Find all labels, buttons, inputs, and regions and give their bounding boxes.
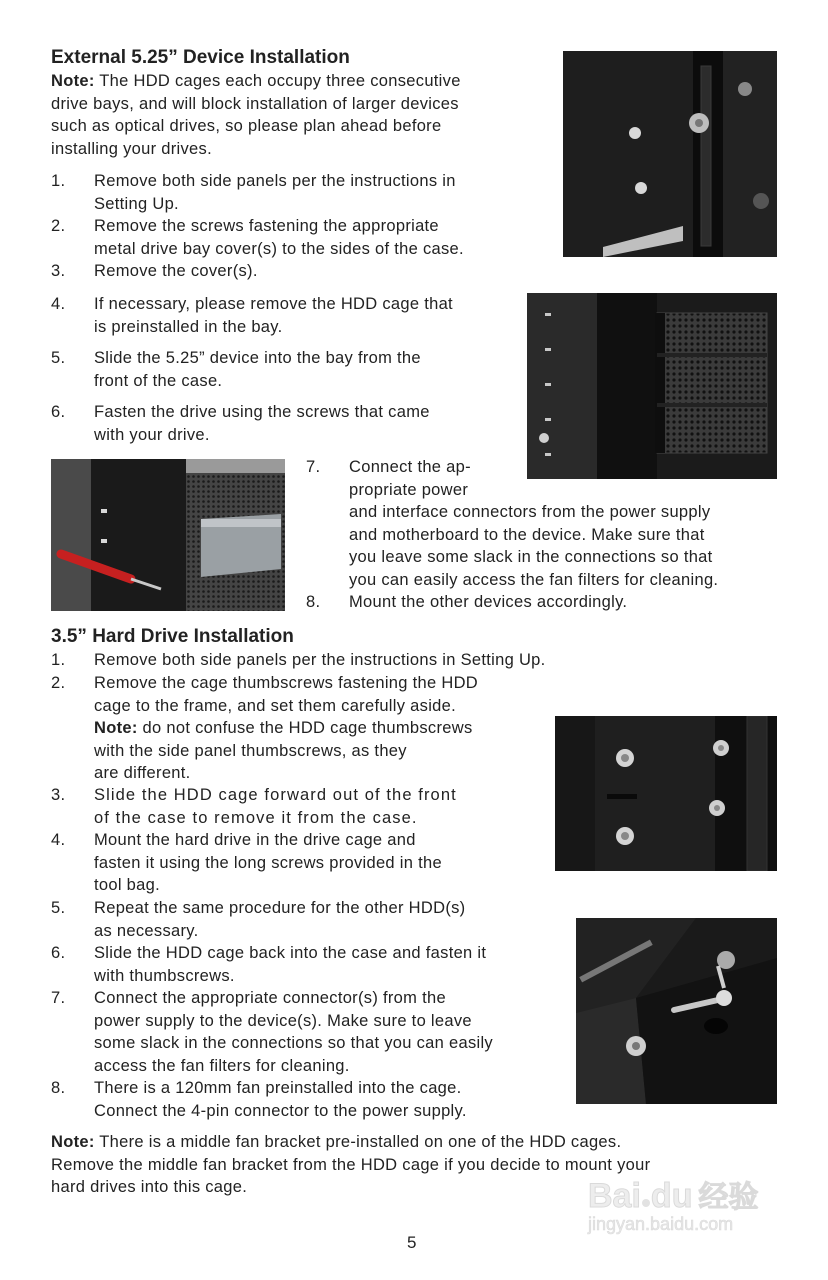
step-text [94,293,453,338]
note-line: such as optical drives, so please plan ahead before [51,117,442,135]
step-line: tool bag. [94,876,161,894]
step-text [94,649,546,672]
note-paragraph [51,70,531,160]
step-line: metal drive bay cover(s) to the sides of the case. [94,239,464,258]
step-number: 5. [51,899,66,917]
step-number: 7. [306,458,321,476]
photo-illustration [527,293,777,479]
step-line: as necessary. [94,921,199,940]
step-line: with thumbscrews. [94,966,235,985]
step-number: 8. [306,593,321,611]
step-line: There is a 120mm fan preinstalled into the cage. [94,1079,462,1097]
step-number: 7. [51,989,66,1007]
watermark-logo [588,1172,788,1216]
step-line: you leave some slack in the connections so that [349,548,713,566]
hdd-cage-photo [527,293,777,479]
step-line: some slack in the connections so that you can easily [94,1034,493,1052]
step-line: Fasten the drive using the screws that came [94,403,430,421]
inner-note-line: with the side panel thumbscrews, as they [94,741,407,760]
step-line: Slide the HDD cage back into the case and fasten it [94,944,487,962]
step-text [94,260,258,283]
step-line: Connect the appropriate connector(s) from the [94,989,446,1007]
step-line: and motherboard to the device. Make sure that [349,525,705,544]
step-line: Mount the other devices accordingly. [349,593,628,611]
step-text [94,170,456,215]
photo-illustration [51,459,285,611]
long-screw-photo [576,918,777,1104]
step-number: 8. [51,1079,66,1097]
inner-note [94,717,478,740]
step-line: Slide the 5.25” device into the bay from the [94,349,421,367]
step-line: Slide the HDD cage forward out of the front [94,786,457,804]
watermark-brand: Bai [588,1177,641,1215]
step-line: Remove both side panels per the instructions in Setting Up. [94,651,546,669]
inner-note-line: are different. [94,764,191,782]
step-text [94,784,457,829]
step-text [349,591,627,614]
step-line: Remove the cage thumbscrews fastening the HDD [94,674,479,692]
photo-illustration [576,918,777,1104]
step-line: front of the case. [94,371,223,390]
inner-note-label: Note: [94,719,138,737]
note-line: The HDD cages each occupy three consecutive [94,72,461,90]
watermark-brand2: du [650,1177,693,1215]
paw-icon [642,1199,650,1207]
step-line: cage to the frame, and set them carefully aside. [94,696,457,715]
step-line: access the fan filters for cleaning. [94,1056,350,1075]
note-line: drive bays, and will block installation of larger devices [51,94,459,113]
step-line: Connect the 4-pin connector to the power supply. [94,1101,467,1120]
photo-illustration [555,716,777,871]
watermark-url: jingyan.baidu.com [588,1214,734,1234]
section-title-hard-drive: 3.5” Hard Drive Installation [51,626,294,647]
step-text [94,215,464,260]
note-label: Note: [51,72,95,90]
step-text [94,942,486,987]
step-number: 3. [51,786,66,804]
section-title-external: External 5.25” Device Installation [51,47,350,68]
footer-note-line: hard drives into this cage. [51,1178,248,1196]
watermark-cn: 经验 [698,1181,759,1214]
step-line: Mount the hard drive in the drive cage and [94,831,416,849]
step-line: fasten it using the long screws provided in the [94,853,442,872]
step-line: Repeat the same procedure for the other HDD(s) [94,899,466,917]
note-line: installing your drives. [51,139,212,158]
step-line: with your drive. [94,425,210,444]
step-text [94,401,430,446]
step-line: Remove the screws fastening the appropriate [94,217,439,235]
step-text [94,987,493,1077]
step-number: 3. [51,262,66,280]
step-text [94,1077,467,1122]
step-number: 6. [51,403,66,421]
drive-bay-screws-photo [563,51,777,257]
step-line: you can easily access the fan filters for cleaning. [349,570,719,589]
step-number: 6. [51,944,66,962]
step-number: 4. [51,295,66,313]
step-text [94,897,465,942]
step-line: Remove both side panels per the instructions in [94,172,456,190]
step-line: and interface connectors from the power supply [349,503,711,521]
step-line: is preinstalled in the bay. [94,317,283,336]
step-text [94,829,442,897]
step-number: 5. [51,349,66,367]
step-number: 1. [51,172,66,190]
step-line: Remove the cover(s). [94,262,258,280]
footer-note-line: There is a middle fan bracket pre-installed on one of the HDD cages. [94,1133,622,1151]
footer-note-line: Remove the middle fan bracket from the HDD cage if you decide to mount your [51,1155,651,1174]
step-line: Setting Up. [94,194,179,213]
cage-thumbscrews-photo [555,716,777,871]
step-number: 2. [51,674,66,692]
step-line: power supply to the device(s). Make sure to leave [94,1011,472,1030]
step-number: 4. [51,831,66,849]
baidu-watermark [588,1172,788,1252]
step-line: propriate power [349,480,469,499]
step-text [94,347,421,392]
step-number: 1. [51,651,66,669]
step-number: 2. [51,217,66,235]
step-line: Connect the ap- [349,458,471,476]
screwdriver-install-photo [51,459,285,611]
page-number: 5 [407,1233,417,1252]
photo-illustration [563,51,777,257]
footer-note-label: Note: [51,1133,95,1151]
step-text [94,672,478,785]
inner-note-line: do not confuse the HDD cage thumbscrews [137,719,473,737]
step-line: of the case to remove it from the case. [94,808,418,827]
step-line: If necessary, please remove the HDD cage that [94,295,453,313]
